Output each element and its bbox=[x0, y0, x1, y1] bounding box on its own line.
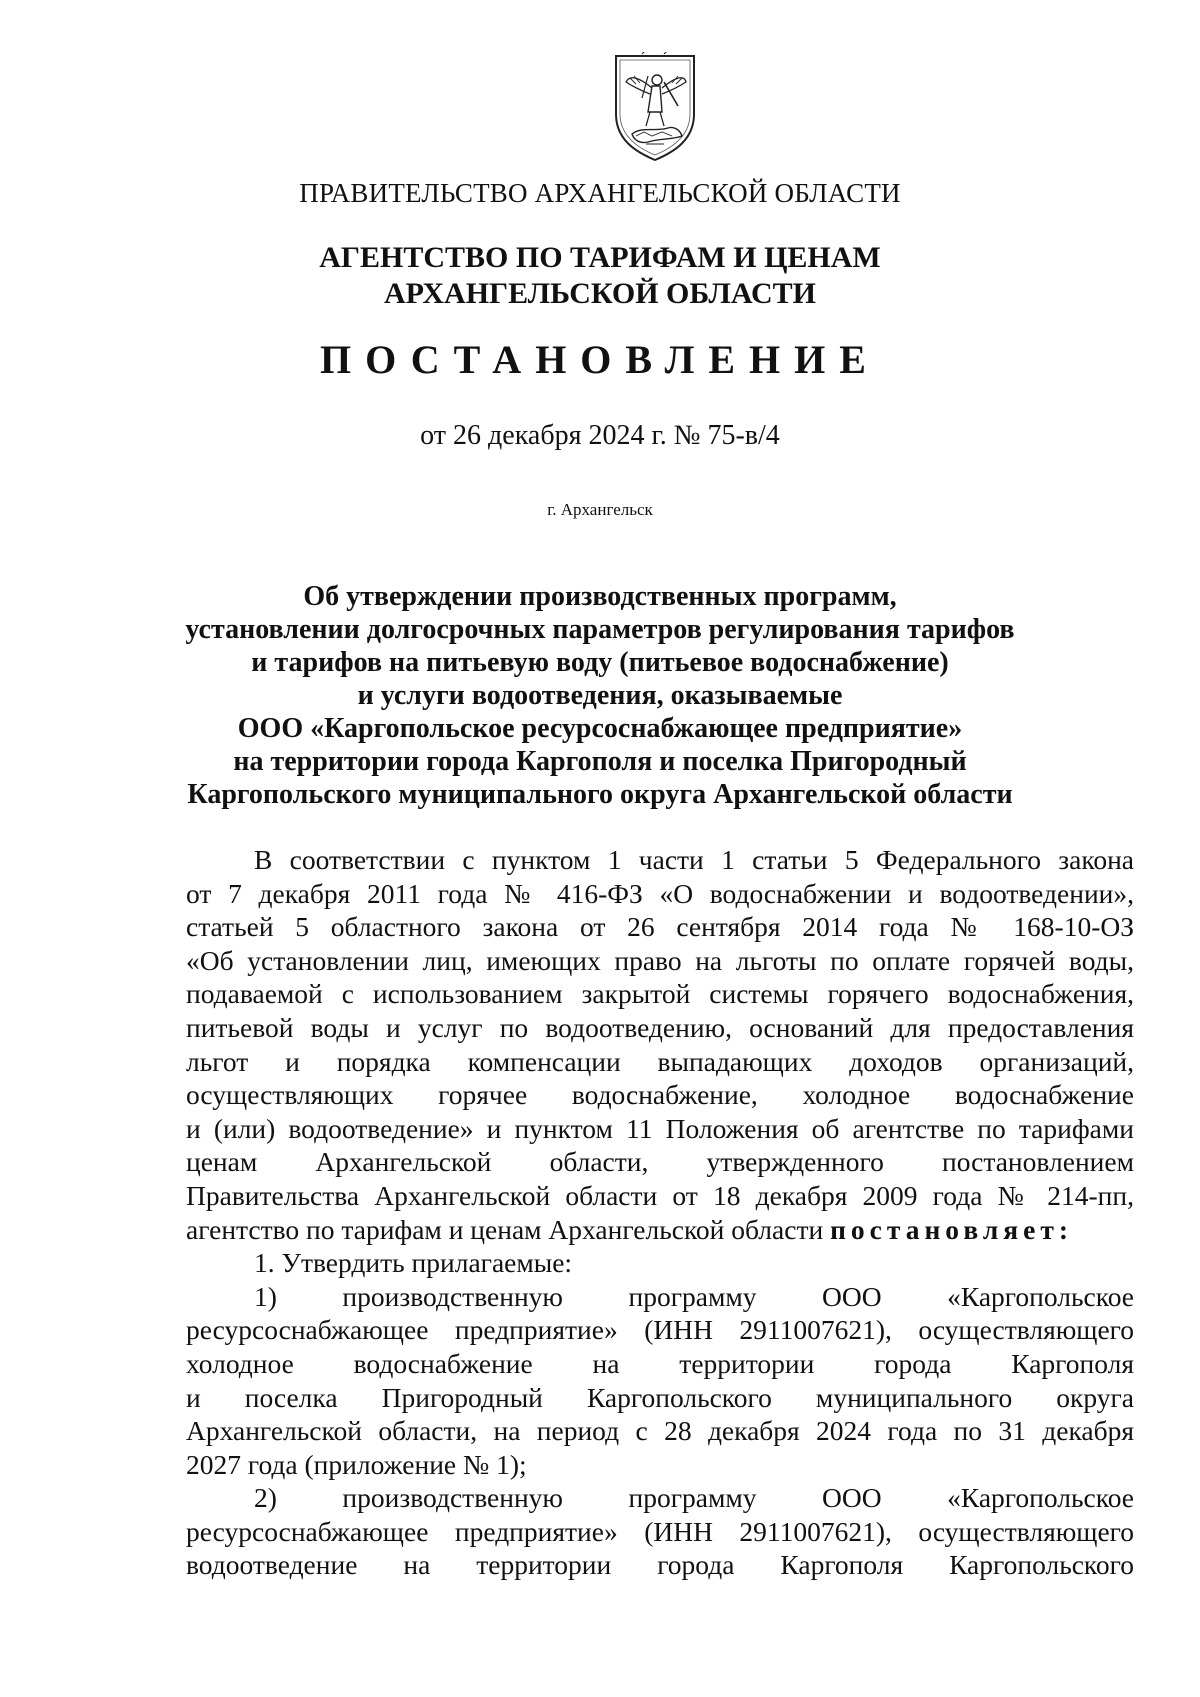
subject-line: Каргопольского муниципального округа Архангельской области bbox=[187, 779, 1013, 810]
item-1-2-line: водоотведение на территории города Каргополя Каргопольского bbox=[186, 1549, 1134, 1581]
archangel-coat-of-arms-icon bbox=[612, 52, 698, 164]
subject-line: установлении долгосрочных параметров регулирования тарифов bbox=[185, 614, 1015, 645]
agency-title-line-1: АГЕНТСТВО ПО ТАРИФАМ И ЦЕНАМ bbox=[319, 241, 881, 274]
item-1-2-line: 2) производственную программу ООО «Каргопольское bbox=[254, 1482, 1134, 1514]
item-1-1-line: холодное водоснабжение на территории города Каргополя bbox=[186, 1347, 1134, 1379]
subject-line: и услуги водоотведения, оказываемые bbox=[357, 680, 843, 711]
preamble-last-text: агентство по тарифам и ценам Архангельской области bbox=[186, 1213, 831, 1245]
agency-title-line-2: АРХАНГЕЛЬСКОЙ ОБЛАСТИ bbox=[384, 277, 816, 310]
document-subject bbox=[0, 580, 1200, 811]
body-line: подаваемой с использованием закрытой системы горячего водоснабжения, bbox=[186, 978, 1134, 1010]
document-date-number: от 26 декабря 2024 г. № 75-в/4 bbox=[420, 420, 780, 451]
item-1-heading: 1. Утвердить прилагаемые: bbox=[254, 1247, 573, 1279]
body-line: льгот и порядка компенсации выпадающих доходов организаций, bbox=[186, 1045, 1134, 1077]
subject-line: на территории города Каргополя и поселка Пригородный bbox=[233, 746, 967, 777]
document-body bbox=[186, 843, 1134, 1582]
item-1-1-line: 2027 года (приложение № 1); bbox=[186, 1448, 527, 1480]
subject-line: ООО «Каргопольское ресурсоснабжающее предприятие» bbox=[237, 713, 963, 744]
body-line: Правительства Архангельской области от 18 декабря 2009 года № 214-пп, bbox=[186, 1179, 1134, 1211]
body-line: питьевой воды и услуг по водоотведению, оснований для предоставления bbox=[186, 1011, 1134, 1043]
body-line-resolution bbox=[186, 1213, 1134, 1247]
agency-title bbox=[0, 240, 1200, 312]
item-1-1-line: ресурсоснабжающее предприятие» (ИНН 2911007621), осуществляющего bbox=[186, 1314, 1134, 1346]
body-line: статьей 5 областного закона от 26 сентября 2014 года № 168-10-ОЗ bbox=[186, 911, 1134, 943]
item-1-1-line: и поселка Пригородный Каргопольского муниципального округа bbox=[186, 1381, 1134, 1413]
resolves-word: постановляет: bbox=[830, 1213, 1074, 1245]
document-type: ПОСТАНОВЛЕНИЕ bbox=[320, 337, 880, 382]
body-line: и (или) водоотведение» и пунктом 11 Положения об агентстве по тарифами bbox=[186, 1112, 1134, 1144]
body-line: «Об установлении лиц, имеющих право на льготы по оплате горячей воды, bbox=[186, 944, 1134, 976]
item-1-1-line: Архангельской области, на период с 28 декабря 2024 года по 31 декабря bbox=[186, 1415, 1134, 1447]
document-city: г. Архангельск bbox=[547, 500, 653, 519]
item-1-2-line: ресурсоснабжающее предприятие» (ИНН 2911007621), осуществляющего bbox=[186, 1515, 1134, 1547]
item-1-1-line: 1) производственную программу ООО «Каргопольское bbox=[254, 1280, 1134, 1312]
subject-line: Об утверждении производственных программ, bbox=[303, 581, 897, 612]
body-line: В соответствии с пунктом 1 части 1 статьи 5 Федерального закона bbox=[254, 844, 1134, 875]
subject-line: и тарифов на питьевую воду (питьевое водоснабжение) bbox=[251, 647, 949, 678]
body-line: от 7 декабря 2011 года № 416-ФЗ «О водоснабжении и водоотведении», bbox=[186, 877, 1134, 909]
body-line: ценам Архангельской области, утвержденного постановлением bbox=[186, 1146, 1134, 1178]
government-title: ПРАВИТЕЛЬСТВО АРХАНГЕЛЬСКОЙ ОБЛАСТИ bbox=[299, 178, 901, 208]
body-line: осуществляющих горячее водоснабжение, холодное водоснабжение bbox=[186, 1079, 1134, 1111]
